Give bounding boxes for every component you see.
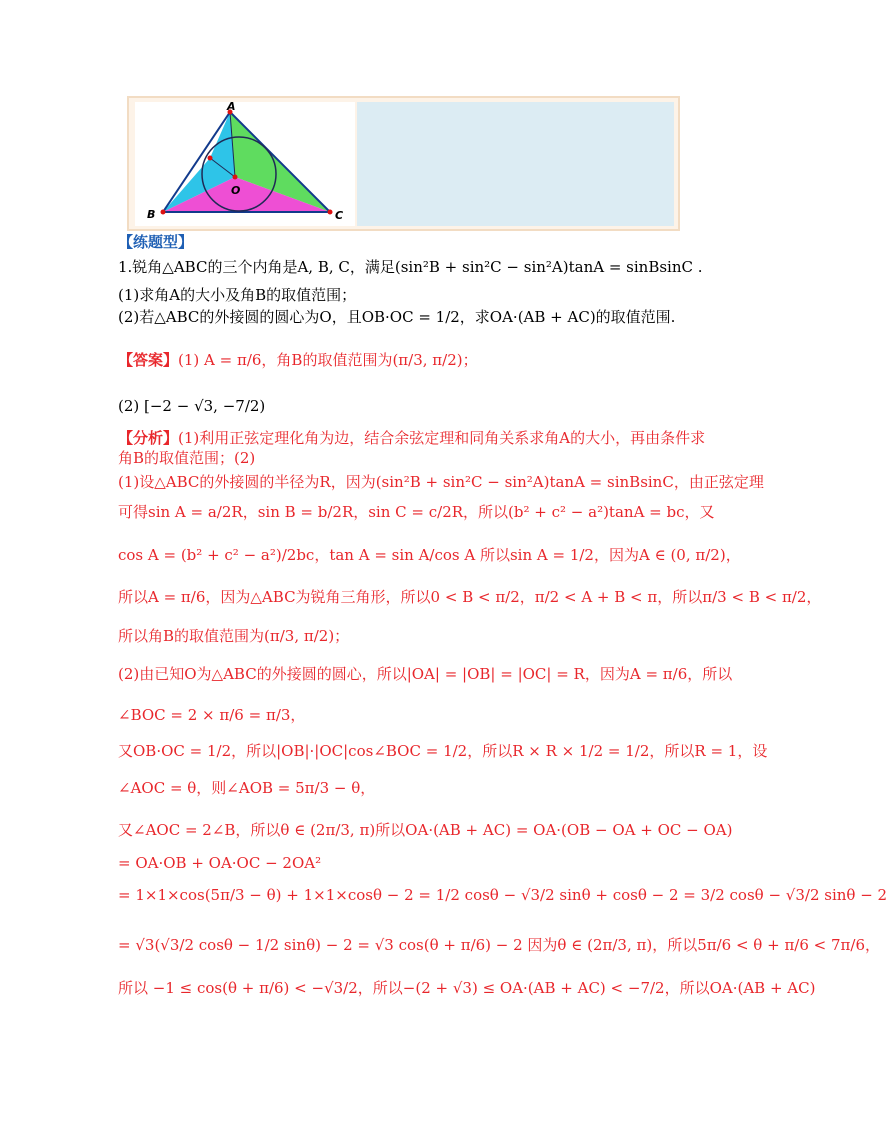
analysis-line-7: ∠BOC = 2 × π/6 = π/3，	[118, 706, 306, 724]
analysis-tag: 【分析】	[118, 429, 179, 447]
analysis-intro-1	[118, 428, 705, 448]
analysis-line-9: ∠AOC = θ，则∠AOB = 5π/3 − θ，	[118, 779, 376, 797]
triangle-diagram	[135, 102, 355, 226]
analysis-intro-text: (1)利用正弦定理化角为边，结合余弦定理和同角关系求角A的大小，再由条件求	[178, 429, 706, 447]
answer-part-1: (1) A = π/6，角B的取值范围为(π/3, π/2)；	[178, 351, 478, 369]
label-c: C	[335, 209, 344, 222]
analysis-line-3: cos A = (b² + c² − a²)/2bc，tan A = sin A/cos A 所以sin A = 1/2，因为A ∈ (0, π/2)，	[118, 546, 741, 564]
analysis-line-11: = OA·OB + OA·OC − 2OA²	[118, 854, 322, 872]
analysis-line-14: 所以 −1 ≤ cos(θ + π/6) < −√3/2，所以−(2 + √3) ≤ OA·(AB + AC) < −7/2，所以OA·(AB + AC)	[118, 979, 816, 997]
analysis-line-10: 又∠AOC = 2∠B，所以θ ∈ (2π/3, π)所以OA·(AB + AC) = OA·(OB − OA + OC − OA)	[118, 821, 733, 839]
analysis-intro-2: 角B的取值范围；(2)	[118, 449, 256, 467]
analysis-line-6: (2)由已知O为△ABC的外接圆的圆心，所以|OA| = |OB| = |OC| = R，因为A = π/6，所以	[118, 665, 733, 683]
point-tangent	[208, 156, 213, 161]
section-title: 【练题型】	[118, 233, 194, 251]
figure-box	[127, 96, 680, 231]
label-o: O	[231, 184, 241, 197]
analysis-line-12: = 1×1×cos(5π/3 − θ) + 1×1×cosθ − 2 = 1/2 cosθ − √3/2 sinθ + cosθ − 2 = 3/2 cosθ − √3/2 sinθ − 2	[118, 886, 887, 904]
problem-line-1: 1.锐角△ABC的三个内角是A, B, C，满足(sin²B + sin²C − sin²A)tanA = sinBsinC .	[118, 258, 703, 276]
analysis-line-4: 所以A = π/6，因为△ABC为锐角三角形，所以0 < B < π/2，π/2 < A + B < π，所以π/3 < B < π/2，	[118, 588, 822, 606]
label-a: A	[227, 100, 236, 113]
analysis-line-13: = √3(√3/2 cosθ − 1/2 sinθ) − 2 = √3 cos(θ + π/6) − 2 因为θ ∈ (2π/3, π)，所以5π/6 < θ + π/6 < 7π/6，	[118, 936, 880, 954]
analysis-line-1: (1)设△ABC的外接圆的半径为R，因为(sin²B + sin²C − sin²A)tanA = sinBsinC，由正弦定理	[118, 473, 764, 491]
label-b: B	[147, 208, 156, 221]
problem-line-3: (2)若△ABC的外接圆的圆心为O，且OB·OC = 1/2，求OA·(AB + AC)的取值范围.	[118, 308, 676, 326]
answer-line-1	[118, 350, 478, 370]
point-b	[161, 210, 166, 215]
answer-tag: 【答案】	[118, 351, 179, 369]
analysis-line-2: 可得sin A = a/2R，sin B = b/2R，sin C = c/2R，所以(b² + c² − a²)tanA = bc，又	[118, 503, 715, 521]
triangle-figure	[135, 102, 355, 226]
problem-line-2: (1)求角A的大小及角B的取值范围；	[118, 286, 357, 304]
analysis-line-5: 所以角B的取值范围为(π/3, π/2)；	[118, 627, 350, 645]
point-c	[328, 210, 333, 215]
point-o	[233, 175, 238, 180]
analysis-line-8: 又OB·OC = 1/2，所以|OB|·|OC|cos∠BOC = 1/2，所以R × R × 1/2 = 1/2，所以R = 1，设	[118, 742, 768, 760]
figure-side-panel	[357, 102, 674, 226]
answer-line-2: (2) [−2 − √3, −7/2)	[118, 397, 266, 415]
